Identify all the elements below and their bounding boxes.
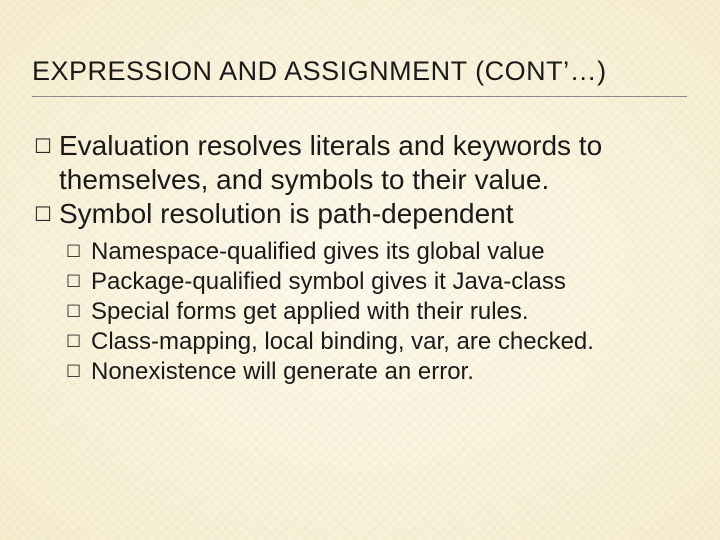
sub-bullet-item (34, 237, 704, 267)
checkbox-bullet-icon: ☐ (66, 272, 82, 292)
checkbox-bullet-icon: ☐ (34, 202, 52, 226)
sub-bullet-item (34, 327, 704, 357)
sub-bullet-text: Class-mapping, local binding, var, are checked. (91, 328, 594, 355)
checkbox-bullet-icon: ☐ (34, 134, 52, 158)
checkbox-bullet-icon: ☐ (66, 302, 82, 322)
sub-bullet-item (34, 267, 704, 297)
sub-bullet-text: Namespace-qualified gives its global value (91, 238, 545, 265)
sub-bullet-text: Special forms get applied with their rules. (91, 298, 529, 325)
bullet-text: Evaluation resolves literals and keywords to themselves, and symbols to their value. (59, 130, 603, 195)
slide-body (34, 129, 704, 391)
checkbox-bullet-icon: ☐ (66, 242, 82, 262)
bullet-item (34, 197, 704, 231)
sub-bullet-item (34, 297, 704, 327)
sub-bullet-text: Nonexistence will generate an error. (91, 358, 474, 385)
checkbox-bullet-icon: ☐ (66, 332, 82, 352)
sub-bullet-text: Package-qualified symbol gives it Java-class (91, 268, 566, 295)
sub-bullet-list (34, 237, 704, 387)
title-underline (32, 96, 687, 97)
checkbox-bullet-icon: ☐ (66, 362, 82, 382)
bullet-item (34, 129, 704, 197)
slide-title: EXPRESSION AND ASSIGNMENT (CONT’…) (32, 56, 607, 86)
bullet-text: Symbol resolution is path-dependent (59, 198, 514, 229)
sub-bullet-item (34, 357, 704, 387)
